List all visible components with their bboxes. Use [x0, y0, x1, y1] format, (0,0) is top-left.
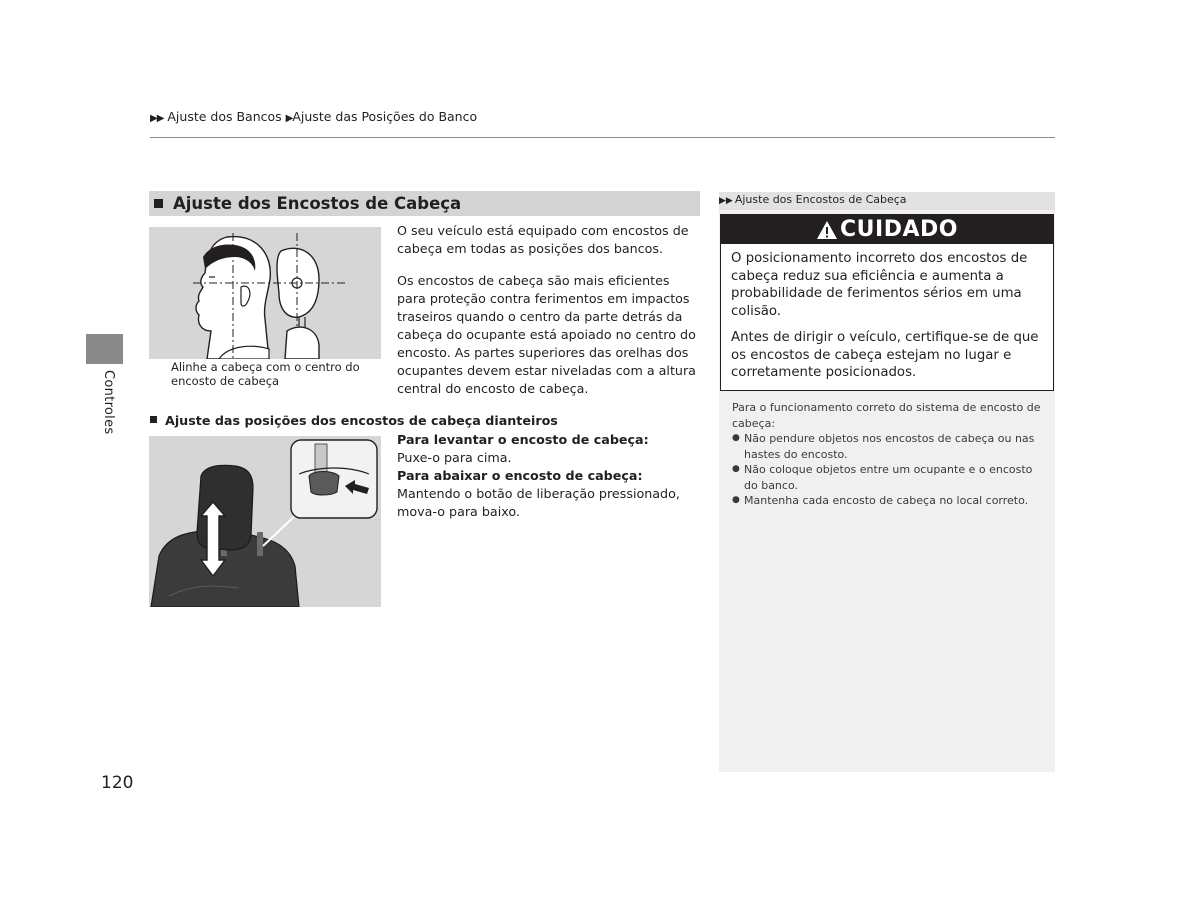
double-arrow-icon: ▶▶: [150, 113, 164, 124]
side-note-title: Ajuste dos Encostos de Cabeça: [734, 193, 907, 206]
adjustment-steps: [397, 431, 697, 521]
figure-caption: Alinhe a cabeça com o centro do encosto de cabeça: [171, 360, 360, 388]
warning-title: CUIDADO: [840, 217, 958, 242]
chapter-tab-marker: [86, 334, 123, 364]
notes: [732, 400, 1042, 509]
breadcrumb-item-seat-positions[interactable]: Ajuste das Posições do Banco: [292, 109, 478, 124]
notes-intro: Para o funcionamento correto do sistema de encosto de cabeça:: [732, 401, 1041, 430]
efficiency-paragraph: Os encostos de cabeça são mais eficientes para proteção contra ferimentos em impactos traseiros quando o centro da parte detrás da cabeça do ocupante está apoiado no centro do encosto. As partes superiores das orelhas dos ocupantes devem estar niveladas com a altura central do encosto de cabeça.: [397, 273, 696, 396]
chapter-tab-label: Controles: [101, 370, 116, 435]
seat-headrest-drawing: [149, 436, 381, 607]
section-heading: [149, 191, 700, 216]
subsection-heading: [150, 413, 558, 428]
section-title: Ajuste dos Encostos de Cabeça: [173, 194, 462, 213]
breadcrumb: [150, 109, 477, 124]
warning-header: [721, 215, 1053, 244]
subsection-square-icon: [150, 416, 157, 423]
lower-label: Para abaixar o encosto de cabeça:: [397, 468, 643, 483]
header-divider: [150, 137, 1055, 138]
reference-arrow-icon: ▶▶: [719, 196, 733, 206]
lower-text: Mantendo o botão de liberação pressionado, mova-o para baixo.: [397, 486, 680, 519]
arrow-icon: ▶: [285, 113, 293, 124]
warning-paragraph-1: O posicionamento incorreto dos encostos de cabeça reduz sua eficiência e aumenta a probabilidade de ferimentos sérios em uma colisão.: [731, 251, 1028, 319]
list-item: ● Não pendure objetos nos encostos de cabeça ou nas hastes do encosto.: [732, 431, 1042, 462]
headrest-adjustment-illustration: [149, 436, 381, 607]
warning-paragraph-2: Antes de dirigir o veículo, certifique-se de que os encostos de cabeça estejam no lugar e corretamente posicionados.: [731, 330, 1039, 380]
warning-triangle-icon: [816, 220, 838, 240]
breadcrumb-item-seats[interactable]: Ajuste dos Bancos: [167, 109, 282, 124]
list-item: ● Mantenha cada encosto de cabeça no local correto.: [732, 493, 1042, 509]
side-note-reference: [719, 192, 1055, 210]
intro-paragraph: O seu veículo está equipado com encostos de cabeça em todas as posições dos bancos.: [397, 223, 689, 256]
list-item: ● Não coloque objetos entre um ocupante e o encosto do banco.: [732, 462, 1042, 493]
notes-list: [732, 431, 1042, 509]
raise-text: Puxe-o para cima.: [397, 450, 512, 465]
subsection-title: Ajuste das posições dos encostos de cabeça dianteiros: [165, 413, 558, 428]
section-square-icon: [154, 199, 163, 208]
raise-label: Para levantar o encosto de cabeça:: [397, 432, 649, 447]
page-number: 120: [101, 773, 134, 793]
